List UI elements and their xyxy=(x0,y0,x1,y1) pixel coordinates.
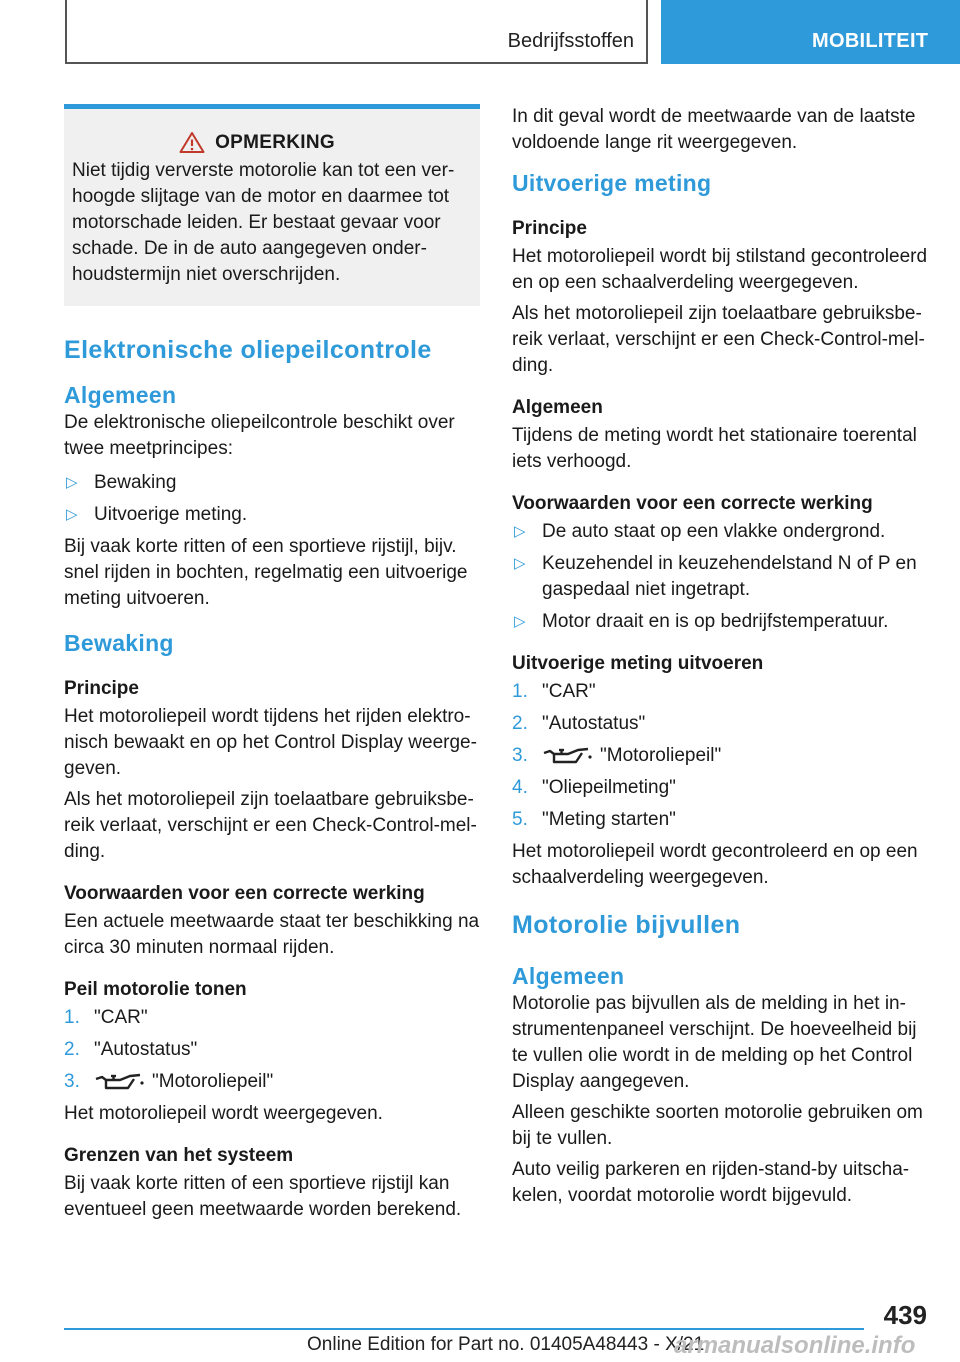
heading-principe: Principe xyxy=(64,678,139,699)
bijvullen-text-1: Motorolie pas bijvullen als de melding in het instrumentenpaneel verschijnt. De hoeveelheid bij te vullen olie wordt in de melding op het Control Display aangegeven. xyxy=(512,993,917,1092)
list-item: 2. "Autostatus" xyxy=(64,1039,198,1060)
heading-peil-tonen: Peil motorolie tonen xyxy=(64,979,247,1000)
notice-box xyxy=(64,104,480,306)
section-title-oil-check: Elektronische oliepeilcontrole xyxy=(64,336,432,364)
list-item: 1. "CAR" xyxy=(512,681,596,702)
principe-text-2: Als het motoroliepeil zijn toelaatbare gebruiksbereik verlaat, verschijnt er een Check-Control-melding. xyxy=(512,303,925,376)
list-item: ▷ Keuzehendel in keuzehendelstand N of P en gaspedaal niet ingetrapt. xyxy=(514,553,917,600)
header-chapter-title: MOBILITEIT xyxy=(812,30,929,52)
list-item: 4. "Oliepeilmeting" xyxy=(512,777,676,798)
principe-text-1: Het motoroliepeil wordt tijdens het rijden elektronisch bewaakt en op het Control Display weergegeven. xyxy=(64,706,477,779)
heading-voorwaarden: Voorwaarden voor een correcte werking xyxy=(64,883,425,904)
right-column xyxy=(512,104,928,1214)
list-item: ▷ Uitvoerige meting. xyxy=(64,502,480,528)
notice-title: OPMERKING xyxy=(215,131,335,153)
heading-algemeen: Algemeen xyxy=(64,382,177,408)
algemeen-outro: Bij vaak korte ritten of een sportieve rijstijl, bijv. snel rijden in bochten, regelmatig een uitvoerige meting uitvoeren. xyxy=(64,536,468,609)
bijvullen-text-3: Auto veilig parkeren en rijden-stand-by uitschakelen, voordat motorolie wordt bijgevuld. xyxy=(512,1159,910,1206)
list-item: 3. "Motoroliepeil" xyxy=(512,745,722,766)
header-section-title: Bedrijfsstoffen xyxy=(507,30,634,52)
heading-uitvoeren: Uitvoerige meting uitvoeren xyxy=(512,653,764,674)
notice-header xyxy=(72,131,472,154)
list-item: 5. "Meting starten" xyxy=(512,809,676,830)
heading-bewaking: Bewaking xyxy=(64,630,174,656)
list-item: 2. "Autostatus" xyxy=(512,713,646,734)
uitvoeren-steps-list xyxy=(512,679,928,833)
right-intro: In dit geval wordt de meetwaarde van de laatste voldoende lange rit weergegeven. xyxy=(512,106,916,153)
heading-algemeen-sub: Algemeen xyxy=(512,397,603,418)
triangle-bullet-icon: ▷ xyxy=(514,613,526,630)
page-number: 439 xyxy=(883,1300,927,1330)
list-item: 3. "Motoroliepeil" xyxy=(64,1071,274,1092)
triangle-bullet-icon: ▷ xyxy=(514,555,526,572)
bijvullen-text-2: Alleen geschikte soorten motorolie gebruiken om bij te vullen. xyxy=(512,1102,923,1149)
watermark: armanualsonline.info xyxy=(674,1332,916,1359)
warning-triangle-icon xyxy=(179,131,205,154)
list-item: 1. "CAR" xyxy=(64,1007,148,1028)
algemeen-sub-text: Tijdens de meting wordt het stationaire toerental iets verhoogd. xyxy=(512,425,917,472)
list-item: ▷ Bewaking xyxy=(64,470,480,496)
header-section-box xyxy=(65,0,648,64)
heading-voorwaarden: Voorwaarden voor een correcte werking xyxy=(512,493,873,514)
voorwaarden-list xyxy=(512,519,928,635)
grenzen-text: Bij vaak korte ritten of een sportieve rijstijl kan eventueel geen meetwaarde worden berekend. xyxy=(64,1173,462,1220)
list-item: ▷ De auto staat op een vlakke ondergrond. xyxy=(512,519,928,545)
triangle-bullet-icon: ▷ xyxy=(66,474,78,491)
peil-steps-list xyxy=(64,1005,480,1095)
principe-text-1: Het motoroliepeil wordt bij stilstand gecontroleerd en op een schaalverdeling weergegeven. xyxy=(512,246,928,293)
section-title-oil-refill: Motorolie bijvullen xyxy=(512,911,741,939)
footer-edition: Online Edition for Part no. 01405A48443 - X/21 xyxy=(307,1334,705,1355)
triangle-bullet-icon: ▷ xyxy=(66,506,78,523)
uitvoeren-result: Het motoroliepeil wordt gecontroleerd en op een schaalverdeling weergegeven. xyxy=(512,841,918,888)
heading-grenzen: Grenzen van het systeem xyxy=(64,1145,294,1166)
principles-list xyxy=(64,470,480,528)
voorwaarden-text: Een actuele meetwaarde staat ter beschikking na circa 30 minuten normaal rijden. xyxy=(64,911,480,958)
principe-text-2: Als het motoroliepeil zijn toelaatbare gebruiksbereik verlaat, verschijnt er een Check-Control-melding. xyxy=(64,789,477,862)
oil-can-icon xyxy=(94,1072,146,1092)
heading-uitvoerige-meting: Uitvoerige meting xyxy=(512,170,712,196)
triangle-bullet-icon: ▷ xyxy=(514,523,526,540)
list-item: ▷ Motor draait en is op bedrijfstemperatuur. xyxy=(512,609,928,635)
footer-divider xyxy=(64,1328,864,1330)
peil-result: Het motoroliepeil wordt weergegeven. xyxy=(64,1103,383,1124)
heading-principe: Principe xyxy=(512,218,587,239)
left-column xyxy=(64,104,480,1228)
oil-can-icon xyxy=(542,746,594,766)
algemeen-intro: De elektronische oliepeilcontrole beschikt over twee meetprincipes: xyxy=(64,412,455,459)
notice-text: Niet tijdig ververste motorolie kan tot een verhoogde slijtage van de motor en daarmee tot motorschade leiden. Er bestaat gevaar voor schade. De in de auto aangegeven onderhoudstermijn niet overschrijden. xyxy=(72,160,455,285)
heading-algemeen: Algemeen xyxy=(512,963,625,989)
